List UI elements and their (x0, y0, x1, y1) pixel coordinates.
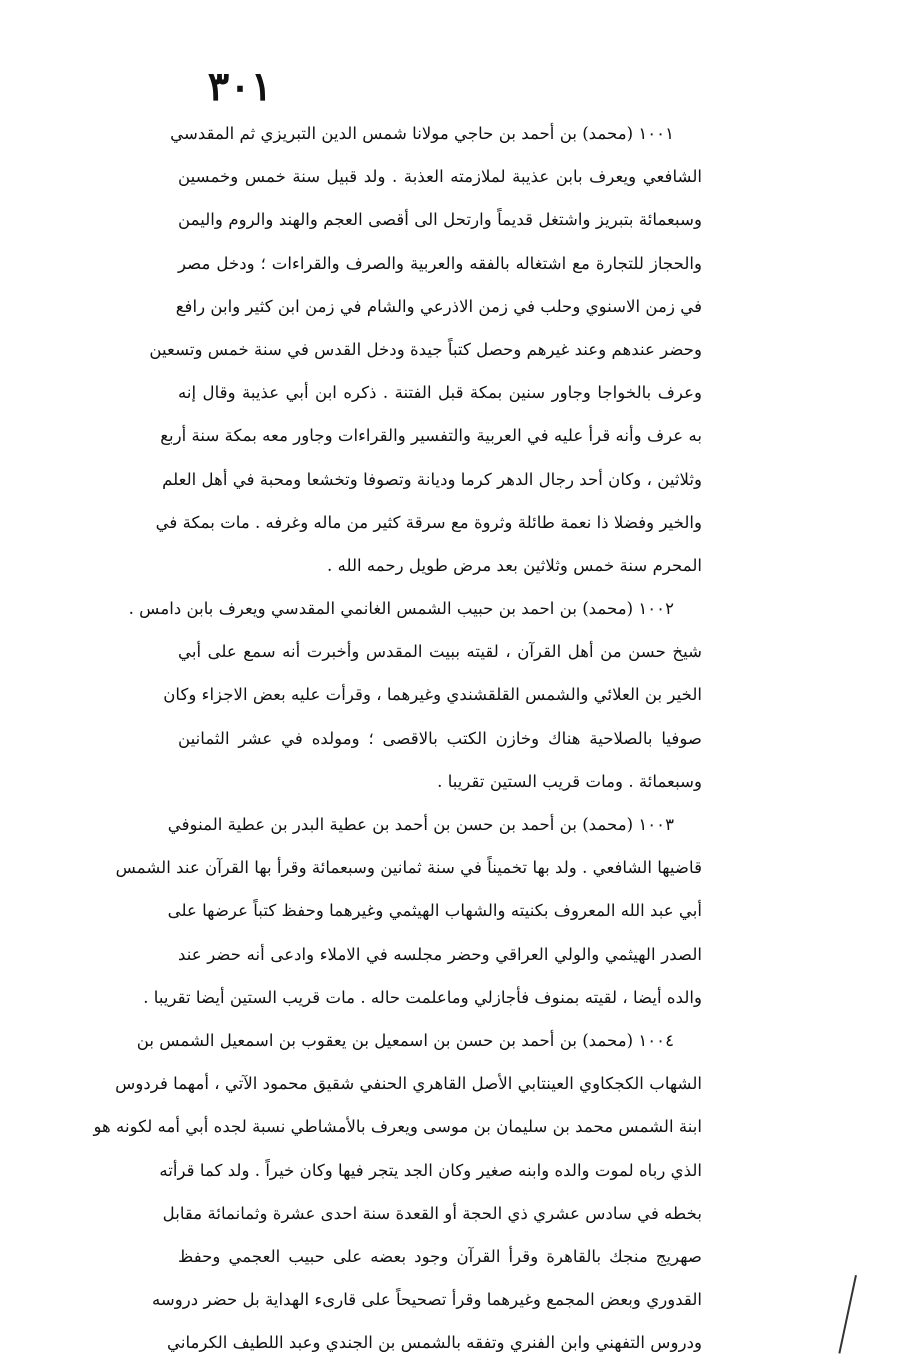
text-line: ودروس التفهني وابن الفنري وتفقه بالشمس بن الجندي وعبد اللطيف الكرماني (167, 1333, 702, 1353)
entry-first-line: ١٠٠٢ (محمد) بن احمد بن حبيب الشمس الغانمي المقدسي ويعرف بابن دامس . (128, 599, 674, 619)
text-line: صهريج منجك بالقاهرة وقرأ القرآن وجود بعضه على حبيب العجمي وحفظ (178, 1246, 702, 1266)
entry-first-line: ١٠٠١ (محمد) بن أحمد بن حاجي مولانا شمس الدين التبريزي ثم المقدسي (170, 124, 674, 143)
text-line: صوفيا بالصلاحية هناك وخازن الكتب بالاقصى ؛ ومولده في عشر الثمانين (178, 728, 702, 748)
text-line: وسبعمائة . ومات قريب الستين تقريبا . (437, 771, 702, 791)
text-line: وسبعمائة بتبريز واشتغل قديماً وارتحل الى أقصى العجم والهند والروم واليمن (178, 210, 702, 230)
text-line: الذي رباه لموت والده وابنه صغير وكان الجد يتجر فيها وكان خيراً . ولد كما قرأته (159, 1160, 702, 1180)
entry-first-line: ١٠٠٣ (محمد) بن أحمد بن حسن بن أحمد بن عطية البدر بن عطية المنوفي (167, 815, 674, 834)
text-line: الخير بن العلائي والشمس القلقشندي وغيرهما ، وقرأت عليه بعض الاجزاء وكان (163, 685, 702, 705)
page-body-text (93, 112, 702, 1364)
text-line: وثلاثين ، وكان أحد رجال الدهر كرما وديانة وتصوفا وتخشعا ومحبة في أهل العلم (162, 469, 702, 489)
text-line: في زمن الاسنوي وحلب في زمن الاذرعي والشام في زمن ابن كثير وابن رافع (175, 296, 702, 316)
text-line: والخير وفضلا ذا نعمة طائلة وثروة مع سرقة كثير من ماله وغرفه . مات بمكة في (155, 512, 702, 532)
entry-first-line: ١٠٠٤ (محمد) بن أحمد بن حسن بن اسمعيل بن يعقوب بن اسمعيل الشمس بن (136, 1030, 674, 1050)
text-line: الصدر الهيثمي والولي العراقي وحضر مجلسه في الاملاء وادعى أنه حضر عند (178, 944, 702, 964)
text-line: به عرف وأنه قرأ عليه في العربية والتفسير والقراءات وجاور معه بمكة سنة أربع (160, 426, 702, 446)
text-line: قاضيها الشافعي . ولد بها تخميناً في سنة ثمانين وسبعمائة وقرأ بها القرآن عند الشمس (115, 858, 702, 878)
text-line: الشهاب الكجكاوي العينتابي الأصل القاهري الحنفي شقيق محمود الآتي ، أمهما فردوس (115, 1074, 702, 1094)
text-line: الشافعي ويعرف بابن عذيبة لملازمته العذبة . ولد قبيل سنة خمس وخمسين (178, 167, 702, 187)
text-line: ابنة الشمس محمد بن سليمان بن موسى ويعرف بالأمشاطي نسبة لجده أبي أمه لكونه هو (93, 1117, 702, 1137)
text-line: والده أيضا ، لقيته بمنوف فأجازلي وماعلمت حاله . مات قريب الستين أيضا تقريبا . (143, 987, 702, 1007)
text-line: القدوري وبعض المجمع وغيرهما وقرأ تصحيحاً على قارىء الهداية بل حضر دروسه (151, 1290, 702, 1310)
margin-pencil-mark (838, 1275, 857, 1354)
text-line: بخطه في سادس عشري ذي الحجة أو القعدة سنة احدى عشرة وثمانمائة مقابل (162, 1203, 702, 1223)
text-line: وعرف بالخواجا وجاور سنين بمكة قبل الفتنة . ذكره ابن أبي عذيبة وقال إنه (178, 383, 702, 403)
text-line: أبي عبد الله المعروف بكنيته والشهاب الهيثمي وغيرهما وحفظ كتباً عرضها على (167, 901, 702, 921)
text-line: والحجاز للتجارة مع اشتغاله بالفقه والعربية والصرف والقراءات ؛ ودخل مصر (178, 253, 702, 273)
text-line: شيخ حسن من أهل القرآن ، لقيته ببيت المقدس وأخبرت أنه سمع على أبي (178, 642, 702, 662)
text-line: وحضر عندهم وعند غيرهم وحصل كتباً جيدة ودخل القدس في سنة خمس وتسعين (149, 339, 702, 359)
page-number: ٣٠١ (207, 63, 273, 110)
text-line: المحرم سنة خمس وثلاثين بعد مرض طويل رحمه الله . (327, 555, 702, 575)
